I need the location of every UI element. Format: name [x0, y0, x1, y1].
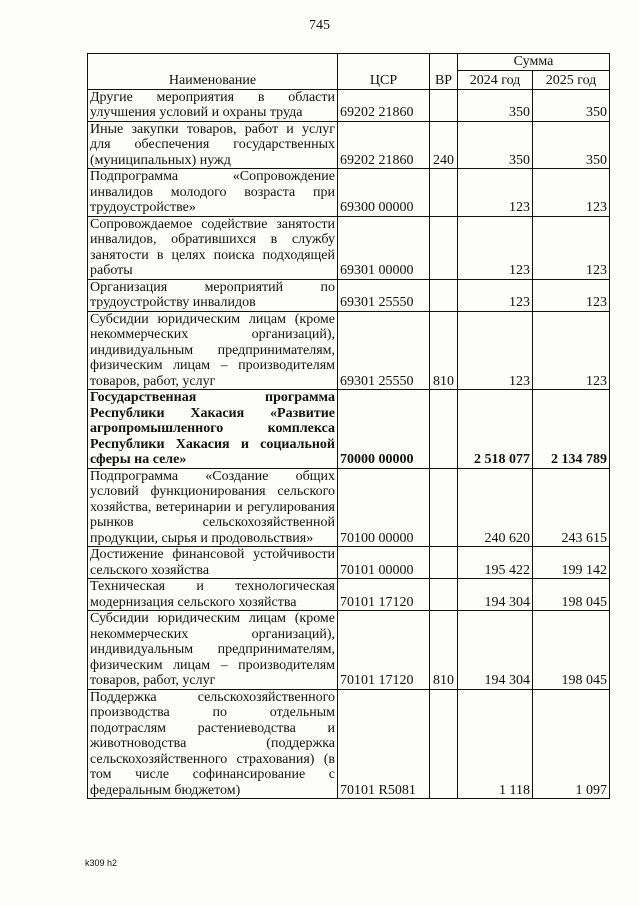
row-2025-value: 198 045	[533, 611, 610, 690]
row-2025-value: 350	[533, 121, 610, 169]
column-header-csr: ЦСР	[338, 54, 430, 90]
row-csr-cell: 69301 00000	[338, 216, 430, 279]
table-row	[88, 611, 610, 690]
row-name-cell: Государственная программа Республики Хакасия «Развитие агропромышленного комплекса Республики Хакасия и социальной сферы на селе»	[88, 390, 338, 469]
row-2025-value: 123	[533, 169, 610, 217]
row-csr-cell: 70100 00000	[338, 468, 430, 547]
row-csr-cell: 69300 00000	[338, 169, 430, 217]
footer-code: k309 h2	[85, 858, 118, 868]
row-name-cell: Достижение финансовой устойчивости сельского хозяйства	[88, 547, 338, 579]
column-header-name: Наименование	[88, 54, 338, 90]
page-number: 745	[309, 18, 330, 33]
row-vr-cell: 810	[430, 611, 458, 690]
row-2025-value: 2 134 789	[533, 390, 610, 469]
table-row	[88, 311, 610, 390]
table-row	[88, 89, 610, 121]
row-2025-value: 198 045	[533, 579, 610, 611]
row-2024-value: 350	[458, 89, 533, 121]
budget-table	[87, 53, 610, 799]
row-name-cell: Субсидии юридическим лицам (кроме некоммерческих организаций), индивидуальным предпринимателям, физическим лицам – производителям товаров, работ, услуг	[88, 311, 338, 390]
row-2024-value: 123	[458, 311, 533, 390]
row-2024-value: 1 118	[458, 689, 533, 799]
row-vr-cell	[430, 547, 458, 579]
row-name-cell: Организация мероприятий по трудоустройству инвалидов	[88, 279, 338, 311]
table-row	[88, 216, 610, 279]
row-csr-cell: 69202 21860	[338, 89, 430, 121]
row-2024-value: 350	[458, 121, 533, 169]
table-row	[88, 169, 610, 217]
row-csr-cell: 69301 25550	[338, 279, 430, 311]
table-row	[88, 121, 610, 169]
column-header-sum: Сумма	[458, 54, 610, 71]
table-row	[88, 468, 610, 547]
row-2025-value: 199 142	[533, 547, 610, 579]
row-2024-value: 2 518 077	[458, 390, 533, 469]
row-2025-value: 123	[533, 279, 610, 311]
row-name-cell: Поддержка сельскохозяйственного производства по отдельным подотраслям растениеводства и животноводства (поддержка сельскохозяйственного страхования) (в том числе софинансирование с федеральным бюджетом)	[88, 689, 338, 799]
row-2024-value: 195 422	[458, 547, 533, 579]
row-2025-value: 1 097	[533, 689, 610, 799]
row-csr-cell: 70101 17120	[338, 579, 430, 611]
row-name-cell: Сопровождаемое содействие занятости инвалидов, обратившихся в службу занятости в целях поиска подходящей работы	[88, 216, 338, 279]
table-row	[88, 689, 610, 799]
row-2024-value: 194 304	[458, 579, 533, 611]
table-body	[88, 89, 610, 799]
row-2024-value: 123	[458, 216, 533, 279]
row-2025-value: 123	[533, 216, 610, 279]
row-vr-cell	[430, 89, 458, 121]
row-vr-cell	[430, 579, 458, 611]
row-vr-cell	[430, 468, 458, 547]
row-name-cell: Техническая и технологическая модернизация сельского хозяйства	[88, 579, 338, 611]
row-csr-cell: 70101 00000	[338, 547, 430, 579]
row-name-cell: Подпрограмма «Создание общих условий функционирования сельского хозяйства, ветеринарии и регулирования рынков сельскохозяйственной продукции, сырья и продовольствия»	[88, 468, 338, 547]
row-vr-cell	[430, 689, 458, 799]
row-csr-cell: 70101 R5081	[338, 689, 430, 799]
row-name-cell: Иные закупки товаров, работ и услуг для обеспечения государственных (муниципальных) нужд	[88, 121, 338, 169]
row-vr-cell	[430, 169, 458, 217]
row-csr-cell: 69202 21860	[338, 121, 430, 169]
row-vr-cell: 810	[430, 311, 458, 390]
table-row	[88, 579, 610, 611]
row-csr-cell: 70000 00000	[338, 390, 430, 469]
row-2025-value: 123	[533, 311, 610, 390]
table-row	[88, 279, 610, 311]
row-2025-value: 350	[533, 89, 610, 121]
row-vr-cell	[430, 390, 458, 469]
row-2024-value: 123	[458, 169, 533, 217]
row-csr-cell: 69301 25550	[338, 311, 430, 390]
row-2024-value: 123	[458, 279, 533, 311]
row-name-cell: Субсидии юридическим лицам (кроме некоммерческих организаций), индивидуальным предпринимателям, физическим лицам – производителям товаров, работ, услуг	[88, 611, 338, 690]
table-row	[88, 547, 610, 579]
row-2025-value: 243 615	[533, 468, 610, 547]
row-vr-cell	[430, 216, 458, 279]
column-header-2025: 2025 год	[533, 70, 610, 89]
row-name-cell: Другие мероприятия в области улучшения условий и охраны труда	[88, 89, 338, 121]
row-vr-cell: 240	[430, 121, 458, 169]
row-csr-cell: 70101 17120	[338, 611, 430, 690]
row-vr-cell	[430, 279, 458, 311]
row-2024-value: 194 304	[458, 611, 533, 690]
table-row	[88, 390, 610, 469]
column-header-2024: 2024 год	[458, 70, 533, 89]
row-name-cell: Подпрограмма «Сопровождение инвалидов молодого возраста при трудоустройстве»	[88, 169, 338, 217]
row-2024-value: 240 620	[458, 468, 533, 547]
column-header-vr: ВР	[430, 54, 458, 90]
